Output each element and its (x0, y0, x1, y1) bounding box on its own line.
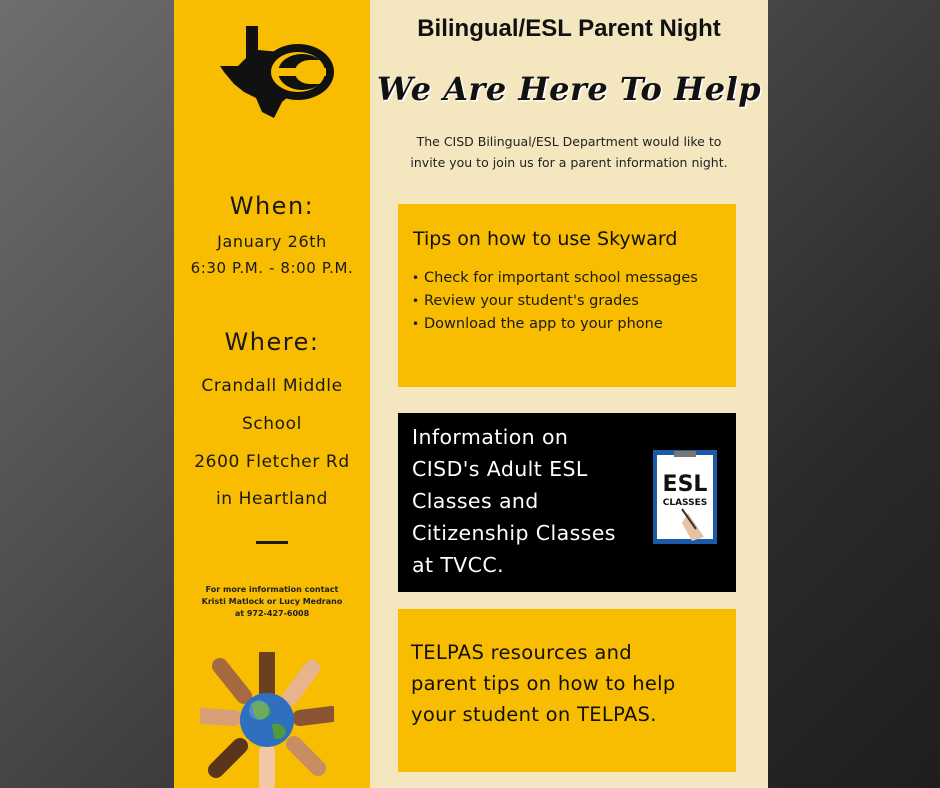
esl-line: CISD's Adult ESL (412, 457, 588, 481)
card-classes-text: CLASSES (662, 498, 708, 508)
flyer (174, 0, 768, 788)
adult-esl-box (398, 413, 736, 592)
where-line: School (241, 414, 303, 434)
skyward-bullet: • Download the app to your phone (412, 316, 663, 332)
main-content (370, 0, 768, 788)
skyward-bullet: • Check for important school messages (412, 270, 698, 286)
card-esl-text: ESL (662, 472, 708, 497)
intro-line: The CISD Bilingual/ESL Department would like to (416, 134, 722, 149)
sidebar (174, 0, 370, 788)
page-subtitle: We Are Here To Help (376, 70, 762, 108)
event-date: January 26th (217, 232, 327, 251)
skyward-title: Tips on how to use Skyward (413, 228, 678, 250)
telpas-line: your student on TELPAS. (411, 703, 657, 726)
skyward-bullet: • Review your student's grades (412, 293, 639, 309)
telpas-line: parent tips on how to help (411, 672, 676, 695)
cisd-texas-logo-icon (218, 22, 336, 122)
where-line: Crandall Middle (201, 376, 343, 396)
when-heading: When: (229, 192, 315, 220)
telpas-line: TELPAS resources and (411, 641, 632, 664)
page-title: Bilingual/ESL Parent Night (417, 15, 721, 42)
divider (256, 541, 288, 544)
esl-line: at TVCC. (412, 553, 505, 577)
esl-line: Information on (412, 425, 569, 449)
skyward-tips-box (398, 204, 736, 387)
event-time: 6:30 P.M. - 8:00 P.M. (190, 259, 354, 277)
where-heading: Where: (224, 328, 320, 356)
esl-classes-clipboard-icon (652, 449, 718, 545)
contact-phone: at 972-427-6008 (234, 609, 310, 618)
telpas-box (398, 609, 736, 772)
intro-line: invite you to join us for a parent information night. (410, 155, 728, 170)
esl-line: Classes and (412, 489, 539, 513)
hands-around-globe-image (200, 652, 334, 788)
esl-line: Citizenship Classes (412, 521, 616, 545)
where-line: in Heartland (215, 489, 329, 509)
contact-line: For more information contact (205, 585, 339, 594)
where-line: 2600 Fletcher Rd (194, 452, 350, 472)
contact-line: Kristi Matlock or Lucy Medrano (201, 597, 343, 606)
